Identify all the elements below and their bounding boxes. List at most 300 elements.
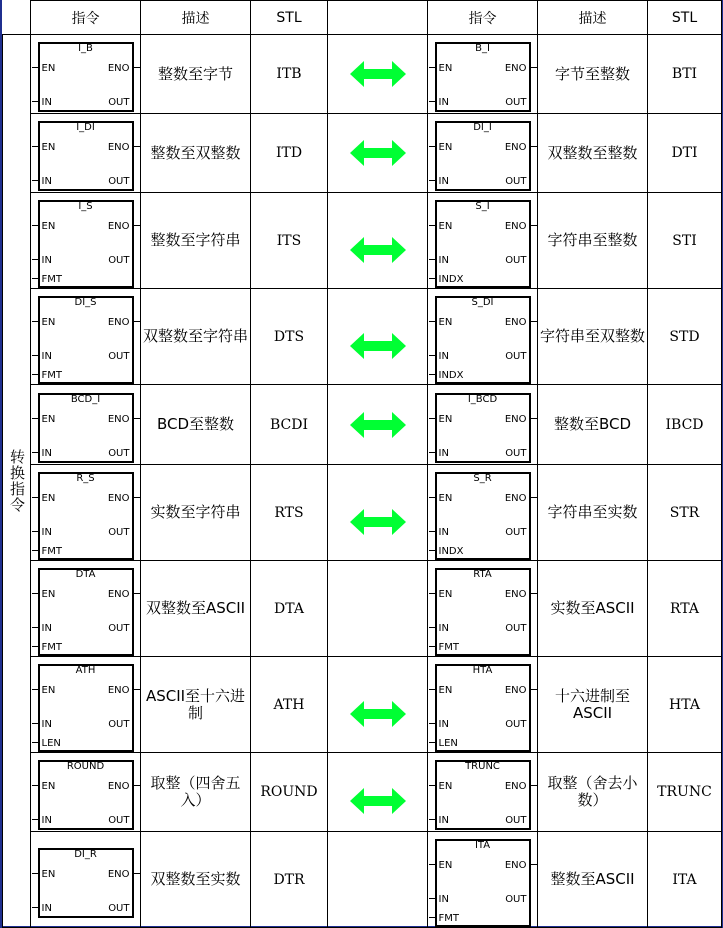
side-label: 转换指令 xyxy=(3,35,31,928)
function-block-box xyxy=(38,472,134,560)
pin-in: IN xyxy=(41,350,52,362)
arrow-cell xyxy=(328,657,428,753)
stl-cell: ITB xyxy=(251,35,328,114)
pin-eno: ENO xyxy=(504,684,527,696)
output-lead-line xyxy=(531,785,537,786)
pin-in: IN xyxy=(438,447,449,459)
pin-fmt: FMT xyxy=(438,641,459,653)
function-block-left-8 xyxy=(32,754,140,830)
pin-in: IN xyxy=(438,97,449,108)
arrow-cell xyxy=(328,832,428,928)
function-block-box xyxy=(435,121,531,191)
function-block-box xyxy=(38,760,134,830)
pin-eno: ENO xyxy=(107,492,130,504)
arrow-shape xyxy=(350,140,406,166)
pin-en: EN xyxy=(41,588,56,600)
output-lead-line xyxy=(134,67,140,68)
function-block-box xyxy=(435,296,531,384)
instruction-cell xyxy=(428,289,538,385)
pin-in: IN xyxy=(438,893,449,905)
pin-en: EN xyxy=(438,316,453,328)
input-lead-line xyxy=(429,819,435,820)
input-lead-line xyxy=(429,225,435,226)
function-block-left-5 xyxy=(32,466,140,560)
stl-cell: DTR xyxy=(251,832,328,928)
input-lead-line xyxy=(429,101,435,102)
arrow-cell xyxy=(328,465,428,561)
stl-cell: BTI xyxy=(648,35,722,114)
bidirectional-arrow-icon xyxy=(350,237,406,263)
function-block-box xyxy=(435,664,531,752)
pin-eno: ENO xyxy=(504,220,527,232)
description-cell: 字符串至整数 xyxy=(538,193,648,289)
function-block-right-5 xyxy=(429,466,537,560)
function-block-box xyxy=(38,121,134,191)
instruction-row xyxy=(3,465,722,561)
header-desc-left: 描述 xyxy=(141,1,251,35)
pin-out: OUT xyxy=(108,254,130,266)
pin-eno: ENO xyxy=(504,316,527,328)
function-block-box xyxy=(435,393,531,463)
pin-en: EN xyxy=(438,859,453,871)
stl-cell: RTA xyxy=(648,561,722,657)
pin-en: EN xyxy=(438,684,453,696)
function-block-box xyxy=(38,848,134,918)
input-lead-line xyxy=(429,259,435,260)
pin-en: EN xyxy=(41,413,56,425)
pin-out: OUT xyxy=(108,902,130,914)
bidirectional-arrow-icon xyxy=(350,412,406,438)
arrow-cell xyxy=(328,561,428,657)
stl-cell: RTS xyxy=(251,465,328,561)
input-lead-line xyxy=(32,278,38,279)
stl-cell: ITA xyxy=(648,832,722,928)
output-lead-line xyxy=(531,321,537,322)
input-lead-line xyxy=(32,593,38,594)
instruction-cell xyxy=(428,657,538,753)
pin-en: EN xyxy=(41,63,56,74)
instruction-cell xyxy=(31,35,141,114)
pin-fmt: FMT xyxy=(41,273,62,285)
output-lead-line xyxy=(531,67,537,68)
description-cell: 实数至ASCII xyxy=(538,561,648,657)
function-block-name: I_DI xyxy=(76,122,95,133)
function-block-right-3 xyxy=(429,290,537,384)
description-cell: ASCII至十六进制 xyxy=(141,657,251,753)
output-lead-line xyxy=(134,689,140,690)
input-lead-line xyxy=(429,785,435,786)
stl-cell: STR xyxy=(648,465,722,561)
description-cell: 字符串至实数 xyxy=(538,465,648,561)
pin-out: OUT xyxy=(505,815,527,826)
instruction-row xyxy=(3,114,722,193)
input-lead-line xyxy=(32,452,38,453)
function-block-name: I_BCD xyxy=(467,393,498,405)
bidirectional-arrow-icon xyxy=(350,509,406,535)
pin-out: OUT xyxy=(108,526,130,538)
pin-out: OUT xyxy=(505,622,527,634)
pin-in: IN xyxy=(438,254,449,266)
description-cell: 整数至BCD xyxy=(538,385,648,465)
input-lead-line xyxy=(32,321,38,322)
arrow-shape xyxy=(350,701,406,727)
header-stl-right: STL xyxy=(648,1,722,35)
pin-out: OUT xyxy=(108,447,130,459)
stl-cell: ROUND xyxy=(251,753,328,832)
function-block-name: ITA xyxy=(474,839,491,851)
pin-in: IN xyxy=(41,526,52,538)
input-lead-line xyxy=(429,146,435,147)
output-lead-line xyxy=(531,864,537,865)
input-lead-line xyxy=(429,374,435,375)
pin-out: OUT xyxy=(505,176,527,187)
function-block-box xyxy=(38,42,134,112)
description-cell: 双整数至字符串 xyxy=(141,289,251,385)
description-cell: 整数至ASCII xyxy=(538,832,648,928)
pin-out: OUT xyxy=(108,97,130,108)
pin-fmt: FMT xyxy=(438,912,459,924)
pin-in: IN xyxy=(438,350,449,362)
function-block-box xyxy=(38,296,134,384)
input-lead-line xyxy=(429,627,435,628)
description-cell: 取整（四舍五入） xyxy=(141,753,251,832)
pin-fmt: FMT xyxy=(41,641,62,653)
description-cell: 整数至字符串 xyxy=(141,193,251,289)
pin-eno: ENO xyxy=(504,781,527,792)
pin-in: IN xyxy=(41,815,52,826)
input-lead-line xyxy=(429,278,435,279)
input-lead-line xyxy=(32,907,38,908)
instruction-row xyxy=(3,35,722,114)
instruction-cell xyxy=(428,114,538,193)
description-cell: 十六进制至ASCII xyxy=(538,657,648,753)
stl-cell: ITS xyxy=(251,193,328,289)
function-block-name: I_B xyxy=(78,43,93,54)
instruction-cell xyxy=(31,832,141,928)
input-lead-line xyxy=(32,374,38,375)
input-lead-line xyxy=(429,418,435,419)
pin-in: IN xyxy=(41,902,52,914)
input-lead-line xyxy=(32,873,38,874)
input-lead-line xyxy=(32,259,38,260)
input-lead-line xyxy=(32,418,38,419)
output-lead-line xyxy=(531,146,537,147)
instruction-cell xyxy=(31,193,141,289)
pin-out: OUT xyxy=(505,718,527,730)
pin-indx: INDX xyxy=(438,369,464,381)
description-cell: 双整数至整数 xyxy=(538,114,648,193)
arrow-cell xyxy=(328,35,428,114)
input-lead-line xyxy=(429,917,435,918)
instruction-row xyxy=(3,832,722,928)
pin-in: IN xyxy=(41,176,52,187)
input-lead-line xyxy=(32,531,38,532)
pin-in: IN xyxy=(41,254,52,266)
input-lead-line xyxy=(32,355,38,356)
function-block-right-6 xyxy=(429,562,537,656)
function-block-box xyxy=(38,664,134,752)
function-block-box xyxy=(435,568,531,656)
input-lead-line xyxy=(32,225,38,226)
pin-in: IN xyxy=(41,622,52,634)
function-block-right-4 xyxy=(429,387,537,463)
bidirectional-arrow-icon xyxy=(350,788,406,814)
header-instr-left: 指令 xyxy=(31,1,141,35)
function-block-box xyxy=(435,42,531,112)
output-lead-line xyxy=(134,418,140,419)
output-lead-line xyxy=(531,689,537,690)
output-lead-line xyxy=(531,593,537,594)
instruction-row xyxy=(3,193,722,289)
pin-eno: ENO xyxy=(107,588,130,600)
function-block-name: S_I xyxy=(475,200,490,212)
bidirectional-arrow-icon xyxy=(350,701,406,727)
header-gap xyxy=(328,1,428,35)
instruction-cell xyxy=(428,465,538,561)
output-lead-line xyxy=(134,225,140,226)
instruction-cell xyxy=(428,561,538,657)
input-lead-line xyxy=(429,355,435,356)
instruction-row xyxy=(3,561,722,657)
input-lead-line xyxy=(429,723,435,724)
instruction-cell xyxy=(31,465,141,561)
pin-out: OUT xyxy=(108,350,130,362)
description-cell: 整数至双整数 xyxy=(141,114,251,193)
stl-cell: BCDI xyxy=(251,385,328,465)
header-instr-right: 指令 xyxy=(428,1,538,35)
stl-cell: ATH xyxy=(251,657,328,753)
header-desc-right: 描述 xyxy=(538,1,648,35)
function-block-right-0 xyxy=(429,36,537,112)
function-block-right-7 xyxy=(429,658,537,752)
function-block-left-4 xyxy=(32,387,140,463)
pin-fmt: FMT xyxy=(41,369,62,381)
arrow-cell xyxy=(328,753,428,832)
pin-out: OUT xyxy=(108,815,130,826)
input-lead-line xyxy=(429,67,435,68)
pin-eno: ENO xyxy=(107,316,130,328)
function-block-left-0 xyxy=(32,36,140,112)
output-lead-line xyxy=(134,593,140,594)
pin-in: IN xyxy=(438,622,449,634)
input-lead-line xyxy=(429,531,435,532)
pin-en: EN xyxy=(438,588,453,600)
output-lead-line xyxy=(134,785,140,786)
description-cell: 字节至整数 xyxy=(538,35,648,114)
output-lead-line xyxy=(134,146,140,147)
input-lead-line xyxy=(429,497,435,498)
input-lead-line xyxy=(32,742,38,743)
function-block-box xyxy=(435,200,531,288)
pin-eno: ENO xyxy=(107,868,130,880)
pin-in: IN xyxy=(438,718,449,730)
input-lead-line xyxy=(429,452,435,453)
function-block-name: ATH xyxy=(75,664,96,676)
instruction-cell xyxy=(428,193,538,289)
pin-len: LEN xyxy=(438,737,458,749)
header-corner xyxy=(3,1,31,35)
function-block-name: HTA xyxy=(472,664,493,676)
pin-eno: ENO xyxy=(107,142,130,153)
arrow-cell xyxy=(328,289,428,385)
stl-cell: DTS xyxy=(251,289,328,385)
function-block-name: DTA xyxy=(75,568,96,580)
pin-en: EN xyxy=(438,142,453,153)
instruction-cell xyxy=(31,385,141,465)
pin-eno: ENO xyxy=(504,63,527,74)
input-lead-line xyxy=(32,146,38,147)
arrow-shape xyxy=(350,333,406,359)
description-cell: BCD至整数 xyxy=(141,385,251,465)
pin-out: OUT xyxy=(108,176,130,187)
function-block-name: DI_I xyxy=(473,122,492,133)
description-cell: 双整数至ASCII xyxy=(141,561,251,657)
arrow-shape xyxy=(350,61,406,87)
input-lead-line xyxy=(32,627,38,628)
pin-out: OUT xyxy=(505,526,527,538)
pin-eno: ENO xyxy=(504,142,527,153)
pin-en: EN xyxy=(41,868,56,880)
input-lead-line xyxy=(429,742,435,743)
function-block-name: S_DI xyxy=(471,296,494,308)
input-lead-line xyxy=(32,550,38,551)
pin-in: IN xyxy=(438,176,449,187)
output-lead-line xyxy=(134,321,140,322)
function-block-name: BCD_I xyxy=(70,393,101,405)
input-lead-line xyxy=(32,646,38,647)
description-cell: 实数至字符串 xyxy=(141,465,251,561)
header-stl-left: STL xyxy=(251,1,328,35)
pin-in: IN xyxy=(41,447,52,459)
function-block-name: DI_R xyxy=(74,848,97,860)
pin-eno: ENO xyxy=(504,492,527,504)
output-lead-line xyxy=(531,497,537,498)
bidirectional-arrow-icon xyxy=(350,333,406,359)
function-block-box xyxy=(435,839,531,927)
pin-en: EN xyxy=(41,316,56,328)
function-block-box xyxy=(435,472,531,560)
instruction-cell xyxy=(428,753,538,832)
output-lead-line xyxy=(531,418,537,419)
stl-cell: IBCD xyxy=(648,385,722,465)
pin-out: OUT xyxy=(108,622,130,634)
stl-cell: STD xyxy=(648,289,722,385)
pin-out: OUT xyxy=(505,447,527,459)
pin-en: EN xyxy=(438,781,453,792)
function-block-box xyxy=(38,568,134,656)
function-block-right-2 xyxy=(429,194,537,288)
pin-in: IN xyxy=(438,526,449,538)
stl-cell: ITD xyxy=(251,114,328,193)
function-block-left-9 xyxy=(32,842,140,918)
pin-len: LEN xyxy=(41,737,61,749)
instruction-cell xyxy=(428,832,538,928)
pin-out: OUT xyxy=(108,718,130,730)
pin-en: EN xyxy=(41,492,56,504)
pin-en: EN xyxy=(41,220,56,232)
instruction-cell xyxy=(31,753,141,832)
input-lead-line xyxy=(32,497,38,498)
function-block-left-2 xyxy=(32,194,140,288)
function-block-name: I_S xyxy=(78,200,93,212)
pin-eno: ENO xyxy=(107,63,130,74)
input-lead-line xyxy=(429,593,435,594)
stl-cell: STI xyxy=(648,193,722,289)
pin-eno: ENO xyxy=(107,220,130,232)
input-lead-line xyxy=(32,819,38,820)
input-lead-line xyxy=(32,723,38,724)
function-block-name: B_I xyxy=(475,43,490,54)
instruction-cell xyxy=(428,35,538,114)
arrow-cell xyxy=(328,193,428,289)
pin-in: IN xyxy=(41,718,52,730)
pin-en: EN xyxy=(438,492,453,504)
pin-in: IN xyxy=(438,815,449,826)
output-lead-line xyxy=(134,873,140,874)
pin-out: OUT xyxy=(505,97,527,108)
input-lead-line xyxy=(32,689,38,690)
pin-indx: INDX xyxy=(438,545,464,557)
function-block-name: ROUND xyxy=(66,761,105,772)
input-lead-line xyxy=(32,180,38,181)
bidirectional-arrow-icon xyxy=(350,140,406,166)
input-lead-line xyxy=(32,101,38,102)
arrow-shape xyxy=(350,509,406,535)
input-lead-line xyxy=(32,785,38,786)
pin-out: OUT xyxy=(505,893,527,905)
pin-en: EN xyxy=(41,684,56,696)
function-block-left-7 xyxy=(32,658,140,752)
instruction-cell xyxy=(31,657,141,753)
header-row xyxy=(3,1,722,35)
description-cell: 取整（舍去小数） xyxy=(538,753,648,832)
description-cell: 双整数至实数 xyxy=(141,832,251,928)
function-block-right-9 xyxy=(429,833,537,927)
conversion-instruction-table xyxy=(2,0,722,928)
function-block-box xyxy=(435,760,531,830)
stl-cell: DTA xyxy=(251,561,328,657)
function-block-left-1 xyxy=(32,115,140,191)
function-block-name: R_S xyxy=(76,472,95,484)
function-block-name: TRUNC xyxy=(465,761,500,772)
description-cell: 字符串至双整数 xyxy=(538,289,648,385)
arrow-cell xyxy=(328,385,428,465)
instruction-row xyxy=(3,657,722,753)
pin-en: EN xyxy=(438,220,453,232)
stl-cell: DTI xyxy=(648,114,722,193)
output-lead-line xyxy=(134,497,140,498)
input-lead-line xyxy=(429,180,435,181)
pin-out: OUT xyxy=(505,350,527,362)
pin-in: IN xyxy=(41,97,52,108)
input-lead-line xyxy=(32,67,38,68)
pin-en: EN xyxy=(41,781,56,792)
pin-en: EN xyxy=(438,413,453,425)
function-block-box xyxy=(38,200,134,288)
instruction-row xyxy=(3,385,722,465)
input-lead-line xyxy=(429,646,435,647)
instruction-row xyxy=(3,753,722,832)
description-cell: 整数至字节 xyxy=(141,35,251,114)
pin-out: OUT xyxy=(505,254,527,266)
function-block-left-3 xyxy=(32,290,140,384)
pin-eno: ENO xyxy=(107,684,130,696)
input-lead-line xyxy=(429,321,435,322)
pin-fmt: FMT xyxy=(41,545,62,557)
pin-en: EN xyxy=(438,63,453,74)
input-lead-line xyxy=(429,689,435,690)
instruction-cell xyxy=(31,561,141,657)
